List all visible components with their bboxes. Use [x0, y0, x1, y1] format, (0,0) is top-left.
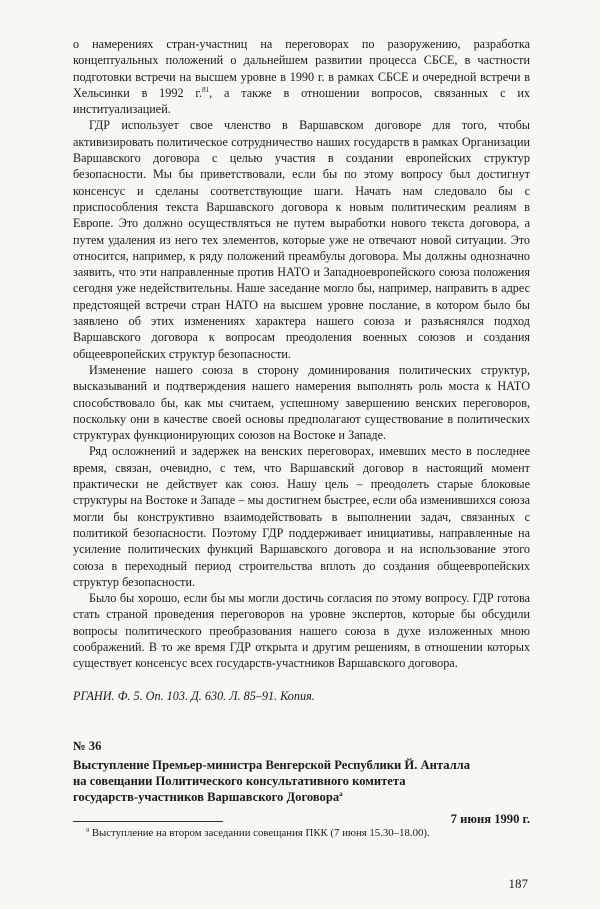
- footnote-reference[interactable]: а: [339, 789, 343, 798]
- paragraph-text: о намерениях стран-участниц на переговорах по разоружению, разработка концептуальных положений о дальнейшем развитии процесса СБСЕ, в частности подготовки встречи на высшем уровне в 1990 г. в рамках СБСЕ и очередной встречи в Хельсинки в 1992 г.: [73, 37, 530, 100]
- footnote: [86, 826, 430, 840]
- body-paragraph-5: Было бы хорошо, если бы мы могли достичь согласия по этому вопросу. ГДР готова стать страной проведения переговоров на уровне экспертов, которые бы обсудили вопросы политического преобразования нашего союза в духе изложенных мною соображений. В то же время ГДР открыта и другим решениям, в отношении которых существует консенсус всех государств-участников Варшавского договора.: [73, 591, 530, 671]
- page-number: 187: [508, 876, 528, 891]
- document-title-line: на совещании Политического консультативного комитета: [73, 773, 406, 788]
- archive-source-citation: РГАНИ. Ф. 5. Оп. 103. Д. 630. Л. 85–91. Копия.: [73, 688, 315, 703]
- footnote-divider: [73, 821, 223, 822]
- endnote-reference[interactable]: 81: [202, 85, 210, 94]
- document-number: № 36: [73, 738, 102, 753]
- body-paragraph-2: ГДР использует свое членство в Варшавском договоре для того, чтобы активизировать политическое сотрудничество наших государств в рамках Организации Варшавского договора с целью участия в создании европейских структур безопасности. Мы бы приветствовали, если бы по этому вопросу был достигнут консенсус и сделаны соответствующие шаги. Начать нам следовало бы с приспособления текста Варшавского договора к новым политическим реалиям в Европе. Это должно осуществляться не путем выработки нового текста договора, а путем удаления из него тех элементов, которые уже не отвечают новой ситуации. Это относится, например, к ряду положений преамбулы договора. Мы должны однозначно заявить, что эти направленные против НАТО и Западноевропейского союза положения сегодня уже недействительны. Наше заседание могло бы, например, направить в адрес предстоящей встречи стран НАТО на высшем уровне послание, в котором было бы заявлено об этих изменениях характера нашего союза и разъяснялся подход Варшавского договора к вопросам преодоления военных союзов и создания общеевропейских структур безопасности.: [73, 118, 530, 361]
- footnote-mark: а: [86, 825, 90, 834]
- body-paragraph-1: [73, 36, 530, 117]
- document-title: [73, 757, 530, 806]
- document-title-text: государств-участников Варшавского Договора: [73, 790, 340, 805]
- document-date: 7 июня 1990 г.: [450, 812, 530, 827]
- paragraph-text: , а также в отношении вопросов, связанных с их институализацией.: [73, 85, 530, 117]
- body-paragraph-4: Ряд осложнений и задержек на венских переговорах, имевших место в последнее время, связан, очевидно, с тем, что Варшавский договор в настоящий момент практически не действует как союз. Нашу цель – преодолеть старые блоковые структуры на Востоке и Западе – мы достигнем быстрее, если оба изменившихся союза могли бы конструктивно взаимодействовать в выполнении задач, связанных с политикой безопасности. Поэтому ГДР поддерживает инициативы, направленные на усиление политических функций Варшавского договора и на использование этого союза в переходный период строительства вплоть до создания общеевропейских структур безопасности.: [73, 444, 530, 589]
- document-title-line: [73, 789, 530, 805]
- body-paragraph-3: Изменение нашего союза в сторону доминирования политических структур, высказываний и подтверждения нашего намерения выполнять роль моста к НАТО способствовало бы, как мы считаем, успешному завершению венских переговоров, поскольку они в качестве своей основы предполагают существование в политических структурах функционирующих союзов на Востоке и Западе.: [73, 362, 530, 443]
- footnote-text: Выступление на втором заседании совещания ПКК (7 июня 15.30–18.00).: [91, 827, 430, 839]
- document-title-line: Выступление Премьер-министра Венгерской Республики Й. Анталла: [73, 757, 471, 772]
